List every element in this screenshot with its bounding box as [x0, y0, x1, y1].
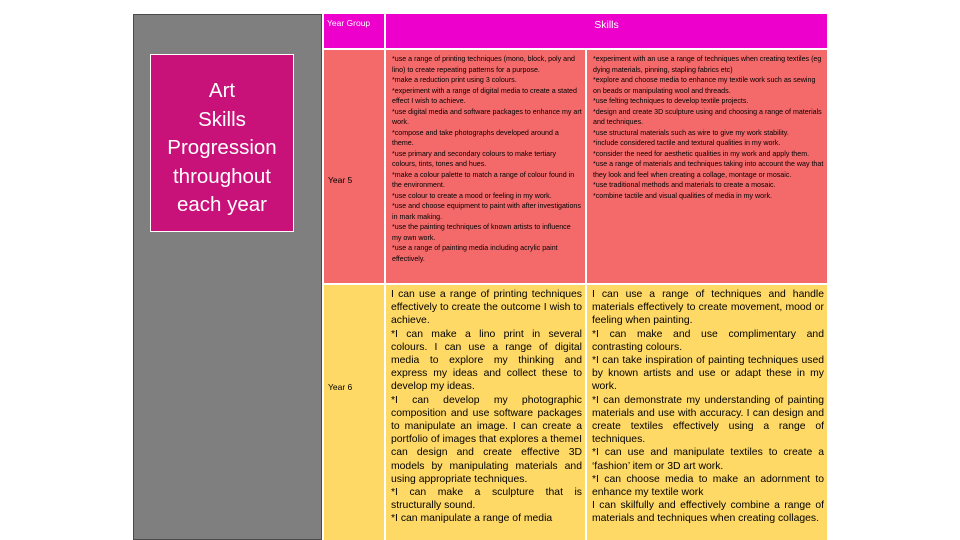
year-6-skills-text-a: I can use a range of printing techniques effectively to create the outcome I wish to achieve. *I can make a lino print in several colours. I can use a range of digital media to explore my thinking and express my ideas and collect these to develop my ideas. *I can develop my photographic composition and use software packages to manipulate an image. I can create a portfolio of images that explores a themeI can design and create effective 3D models by manipulating materials and using appropriate techniques. *I can make a sculpture that is structurally sound. *I can manipulate a range of media	[391, 289, 582, 525]
year-5-skills-printing-painting	[386, 50, 585, 283]
header-skills: Skills	[386, 14, 827, 48]
year-6-label: Year 6	[328, 382, 353, 392]
header-year-group: Year Group	[324, 14, 384, 48]
year-5-label: Year 5	[328, 175, 353, 185]
year-6-skills-text-b: I can use a range of techniques and handle materials effectively to create movement, mood or feeling when painting. *I can make and use complimentary and contrasting colours. *I can take inspiration of painting techniques used by known artists and use or adapt these in my work. *I can demonstrate my understanding of painting materials and use with accuracy. I can design and create textiles effectively using a range of techniques. *I can use and manipulate textiles to create a ‘fashion’ item or 3D art work. *I can choose media to make an adornment to enhance my textile work I can skilfully and effectively combine a range of materials and techniques when creating collages.	[592, 289, 824, 525]
year-5-skills-text-b: *experiment with an use a range of techniques when creating textiles (eg dying materials, pinning, stapling fabrics etc) *explore and choose media to enhance my textile work such as sewing on beads or manipulating wool and threads. *use felting techniques to develop textile projects. *design and create 3D sculpture using and choosing a range of materials and techniques. *use structural materials such as wire to give my work stability. *include considered tactile and textural qualities in my work. *consider the need for aesthetic qualities in my work and apply them. *use a range of materials and techniques taking into account the way that they look and feel when creating a collage, montage or mosaic. *use traditional methods and materials to create a mosaic. *combine tactile and visual qualities of media in my work.	[593, 55, 824, 200]
year-5-cell	[324, 50, 384, 283]
year-6-cell	[324, 285, 384, 540]
year-6-skills-printing-digital	[386, 285, 585, 540]
year-6-skills-painting-textiles	[587, 285, 827, 540]
side-panel	[133, 14, 322, 540]
title-card	[150, 54, 294, 232]
year-5-skills-text-a: *use a range of printing techniques (mono, block, poly and lino) to create repeating patterns for a purpose. *make a reduction print using 3 colours. *experiment with a range of digital media to create a stated effect I wish to achieve. *use digital media and software packages to enhance my art work. *compose and take photographs developed around a theme. *use primary and secondary colours to make tertiary colours, tints, tones and hues. *make a colour palette to match a range of colour found in the environment. *use colour to create a mood or feeling in my work. *use and choose equipment to paint with after investigations in mark making. *use the painting techniques of known artists to influence my own work. *use a range of painting media including acrylic paint effectively.	[392, 55, 582, 263]
slide-title: Art Skills Progression throughout each year	[167, 79, 277, 216]
year-5-skills-textiles-sculpture	[587, 50, 827, 283]
